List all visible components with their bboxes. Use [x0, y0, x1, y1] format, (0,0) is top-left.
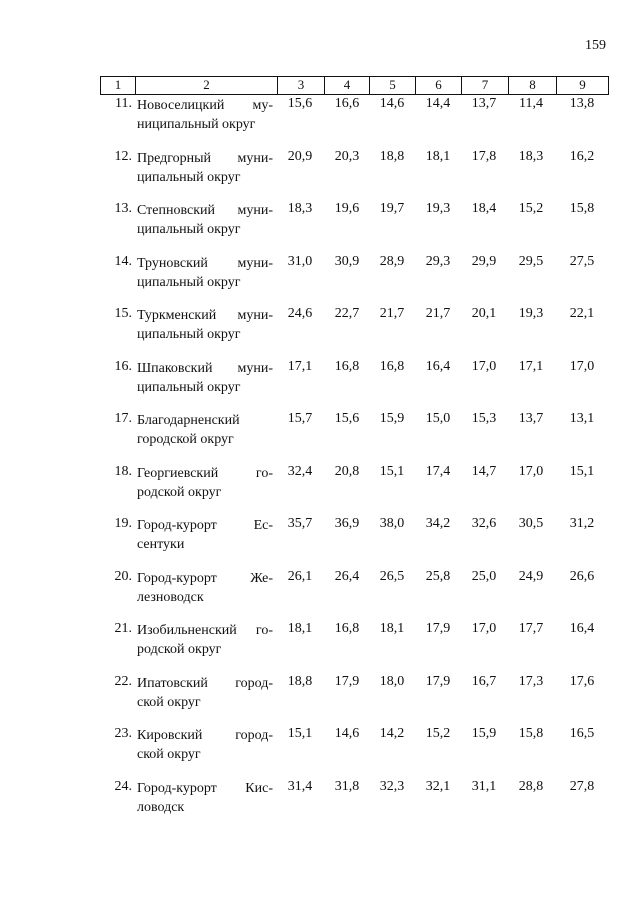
district-name [137, 254, 273, 292]
header-cell: 9 [556, 77, 609, 94]
district-name [137, 149, 273, 187]
value-cell: 18,4 [471, 201, 497, 216]
value-cell: 15,1 [287, 726, 313, 741]
value-cell: 15,7 [287, 411, 313, 426]
row-number: 16. [114, 358, 132, 374]
district-name [137, 201, 273, 239]
value-cell: 29,5 [518, 253, 544, 269]
value-cell: 22,7 [334, 306, 360, 321]
value-cell: 30,9 [334, 253, 360, 269]
district-name-line2: ципальный округ [137, 379, 241, 395]
value-cell: 16,8 [334, 358, 360, 374]
row-number: 24. [114, 778, 132, 794]
data-table [100, 76, 609, 830]
value-cell: 17,9 [334, 673, 360, 689]
value-cell: 26,1 [287, 568, 313, 584]
value-cell: 15,8 [518, 726, 544, 741]
value-cell: 18,3 [518, 148, 544, 164]
district-name-line2: родской округ [137, 642, 222, 657]
district-name-line2: ской округ [137, 694, 201, 710]
district-name-line1: Город-курорт Ес- [137, 518, 273, 533]
value-cell: 15,2 [518, 201, 544, 216]
value-cell: 17,1 [518, 358, 544, 374]
value-cell: 16,2 [569, 148, 595, 164]
value-cell: 16,4 [569, 621, 595, 636]
value-cell: 31,1 [471, 778, 497, 794]
value-cell: 20,1 [471, 306, 497, 321]
value-cell: 16,8 [379, 358, 405, 374]
header-cell: 3 [277, 77, 324, 94]
row-number: 17. [114, 411, 132, 426]
value-cell: 18,8 [287, 673, 313, 689]
value-cell: 35,7 [287, 516, 313, 531]
value-cell: 17,0 [471, 358, 497, 374]
row-number: 23. [114, 726, 132, 741]
district-name-line1: Предгорный муни- [137, 150, 273, 166]
value-cell: 17,7 [518, 621, 544, 636]
table-row [100, 620, 609, 673]
table-row [100, 778, 609, 831]
row-number: 19. [114, 516, 132, 531]
value-cell: 17,9 [425, 673, 451, 689]
value-cell: 16,7 [471, 673, 497, 689]
district-name-line2: ловодск [137, 799, 185, 815]
value-cell: 18,0 [379, 673, 405, 689]
value-cell: 15,3 [471, 411, 497, 426]
value-cell: 18,1 [425, 148, 451, 164]
district-name [137, 779, 273, 817]
value-cell: 29,9 [471, 253, 497, 269]
value-cell: 16,6 [334, 96, 360, 111]
value-cell: 14,7 [471, 463, 497, 479]
district-name [137, 306, 273, 344]
table-row [100, 305, 609, 358]
value-cell: 17,4 [425, 463, 451, 479]
value-cell: 26,5 [379, 568, 405, 584]
header-cell: 5 [369, 77, 415, 94]
district-name [137, 411, 273, 449]
district-name [137, 621, 273, 659]
value-cell: 19,6 [334, 201, 360, 216]
value-cell: 17,0 [471, 621, 497, 636]
value-cell: 15,9 [471, 726, 497, 741]
value-cell: 15,8 [569, 201, 595, 216]
row-number: 14. [114, 253, 132, 269]
value-cell: 27,5 [569, 253, 595, 269]
district-name [137, 674, 273, 712]
table-row [100, 410, 609, 463]
table-row [100, 148, 609, 201]
table-row [100, 673, 609, 726]
value-cell: 34,2 [425, 516, 451, 531]
value-cell: 14,6 [334, 726, 360, 741]
district-name-line1: Город-курорт Кис- [137, 780, 273, 796]
district-name-line2: ципальный округ [137, 274, 241, 290]
district-name [137, 569, 273, 607]
value-cell: 14,6 [379, 96, 405, 111]
district-name-line1: Степновский муни- [137, 203, 273, 218]
value-cell: 19,3 [518, 306, 544, 321]
value-cell: 19,7 [379, 201, 405, 216]
value-cell: 15,9 [379, 411, 405, 426]
value-cell: 13,7 [471, 96, 497, 111]
value-cell: 17,9 [425, 621, 451, 636]
district-name-line1: Туркменский муни- [137, 308, 273, 323]
district-name-line2: ской округ [137, 747, 201, 762]
row-number: 20. [114, 568, 132, 584]
row-number: 18. [114, 463, 132, 479]
row-number: 12. [114, 148, 132, 164]
value-cell: 18,1 [379, 621, 405, 636]
row-number: 13. [114, 201, 132, 216]
value-cell: 31,2 [569, 516, 595, 531]
table-row [100, 253, 609, 306]
header-cell: 1 [100, 77, 135, 94]
district-name [137, 726, 273, 764]
value-cell: 30,5 [518, 516, 544, 531]
district-name-line2: ципальный округ [137, 327, 241, 342]
value-cell: 31,4 [287, 778, 313, 794]
district-name-line2: родской округ [137, 484, 222, 500]
value-cell: 13,1 [569, 411, 595, 426]
value-cell: 16,4 [425, 358, 451, 374]
value-cell: 15,2 [425, 726, 451, 741]
value-cell: 17,8 [471, 148, 497, 164]
value-cell: 26,4 [334, 568, 360, 584]
page-number: 159 [585, 38, 606, 53]
value-cell: 16,8 [334, 621, 360, 636]
district-name-line1: Город-курорт Же- [137, 570, 273, 586]
value-cell: 26,6 [569, 568, 595, 584]
district-name-line2: городской округ [137, 432, 234, 447]
district-name-line2: лезноводск [137, 589, 204, 605]
district-name-line2: сентуки [137, 537, 185, 552]
value-cell: 20,9 [287, 148, 313, 164]
district-name-line1: Шпаковский муни- [137, 360, 273, 376]
value-cell: 21,7 [379, 306, 405, 321]
value-cell: 24,9 [518, 568, 544, 584]
value-cell: 15,6 [334, 411, 360, 426]
district-name [137, 464, 273, 502]
value-cell: 31,8 [334, 778, 360, 794]
row-number: 15. [114, 306, 132, 321]
district-name-line1: Изобильненский го- [137, 623, 273, 638]
row-number: 11. [115, 96, 132, 111]
value-cell: 32,4 [287, 463, 313, 479]
header-cell: 8 [508, 77, 556, 94]
value-cell: 21,7 [425, 306, 451, 321]
table-row [100, 200, 609, 253]
header-cell: 4 [324, 77, 369, 94]
value-cell: 18,8 [379, 148, 405, 164]
header-cell: 2 [135, 77, 277, 94]
table-header [100, 76, 609, 95]
district-name-line1: Ипатовский город- [137, 675, 273, 691]
value-cell: 27,8 [569, 778, 595, 794]
value-cell: 36,9 [334, 516, 360, 531]
district-name-line1: Труновский муни- [137, 255, 273, 271]
table-row [100, 725, 609, 778]
row-number: 22. [114, 673, 132, 689]
table-row [100, 568, 609, 621]
district-name-line1: Благодарненский [137, 413, 240, 428]
value-cell: 15,1 [569, 463, 595, 479]
value-cell: 31,0 [287, 253, 313, 269]
value-cell: 15,0 [425, 411, 451, 426]
district-name-line1: Новоселицкий му- [137, 98, 273, 113]
value-cell: 25,8 [425, 568, 451, 584]
district-name-line2: ципальный округ [137, 169, 241, 185]
value-cell: 22,1 [569, 306, 595, 321]
district-name [137, 96, 273, 134]
district-name-line2: ниципальный округ [137, 117, 256, 132]
value-cell: 18,1 [287, 621, 313, 636]
value-cell: 14,4 [425, 96, 451, 111]
value-cell: 29,3 [425, 253, 451, 269]
row-number: 21. [114, 621, 132, 636]
value-cell: 13,8 [569, 96, 595, 111]
table-row [100, 358, 609, 411]
value-cell: 19,3 [425, 201, 451, 216]
header-cell: 7 [461, 77, 508, 94]
value-cell: 24,6 [287, 306, 313, 321]
value-cell: 11,4 [519, 96, 543, 111]
header-cell: 6 [415, 77, 461, 94]
table-row [100, 95, 609, 148]
value-cell: 32,1 [425, 778, 451, 794]
district-name-line2: ципальный округ [137, 222, 241, 237]
value-cell: 17,3 [518, 673, 544, 689]
value-cell: 38,0 [379, 516, 405, 531]
value-cell: 28,9 [379, 253, 405, 269]
value-cell: 15,6 [287, 96, 313, 111]
value-cell: 18,3 [287, 201, 313, 216]
value-cell: 15,1 [379, 463, 405, 479]
value-cell: 20,8 [334, 463, 360, 479]
district-name-line1: Кировский город- [137, 728, 273, 743]
district-name [137, 516, 273, 554]
value-cell: 25,0 [471, 568, 497, 584]
value-cell: 17,1 [287, 358, 313, 374]
table-body [100, 95, 609, 830]
value-cell: 16,5 [569, 726, 595, 741]
value-cell: 17,0 [569, 358, 595, 374]
district-name-line1: Георгиевский го- [137, 465, 273, 481]
district-name [137, 359, 273, 397]
value-cell: 32,6 [471, 516, 497, 531]
value-cell: 17,0 [518, 463, 544, 479]
value-cell: 28,8 [518, 778, 544, 794]
table-row [100, 515, 609, 568]
value-cell: 14,2 [379, 726, 405, 741]
value-cell: 17,6 [569, 673, 595, 689]
value-cell: 13,7 [518, 411, 544, 426]
table-row [100, 463, 609, 516]
value-cell: 20,3 [334, 148, 360, 164]
value-cell: 32,3 [379, 778, 405, 794]
